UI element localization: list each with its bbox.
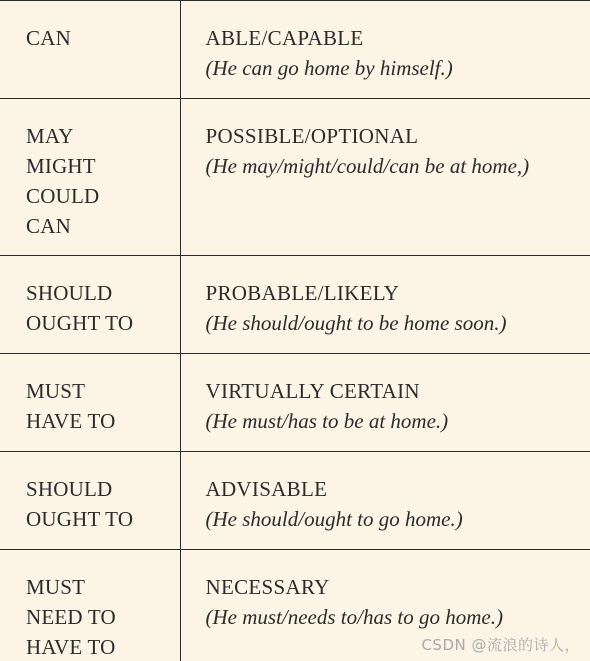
modal-cell: [0, 354, 180, 452]
meaning-label: VIRTUALLY CERTAIN: [205, 379, 420, 403]
table-row: [0, 452, 590, 550]
meaning-cell: [180, 256, 590, 354]
meaning-label: NECESSARY: [205, 575, 330, 599]
example-sentence: (He must/needs to/has to go home.): [205, 605, 503, 629]
meaning-label: ABLE/CAPABLE: [205, 26, 364, 50]
modal-verb: MAY: [26, 124, 74, 148]
table-row: [0, 99, 590, 256]
meaning-cell: [180, 1, 590, 99]
modal-verb: COULD: [26, 184, 100, 208]
modal-verb: SHOULD: [26, 477, 113, 501]
modal-cell: [0, 99, 180, 256]
modal-verb: OUGHT TO: [26, 311, 134, 335]
modal-cell: [0, 1, 180, 99]
modal-cell: [0, 550, 180, 661]
modal-verb: HAVE TO: [26, 409, 116, 433]
example-sentence: (He should/ought to be home soon.): [205, 311, 507, 335]
modal-verb: SHOULD: [26, 281, 113, 305]
modal-verb: NEED TO: [26, 605, 116, 629]
meaning-cell: [180, 99, 590, 256]
meaning-cell: [180, 354, 590, 452]
modal-verb: MIGHT: [26, 154, 96, 178]
meaning-label: ADVISABLE: [205, 477, 328, 501]
meaning-label: POSSIBLE/OPTIONAL: [205, 124, 419, 148]
example-sentence: (He may/might/could/can be at home,): [205, 154, 530, 178]
modal-cell: [0, 452, 180, 550]
modal-verb: MUST: [26, 575, 86, 599]
modal-verb: OUGHT TO: [26, 507, 134, 531]
modal-verb: CAN: [26, 26, 71, 50]
modal-verb: CAN: [26, 214, 71, 238]
watermark: CSDN @流浪的诗人，: [421, 636, 580, 654]
table-row: [0, 354, 590, 452]
modal-verb: MUST: [26, 379, 86, 403]
example-sentence: (He can go home by himself.): [205, 56, 453, 80]
table-row: [0, 1, 590, 99]
modal-cell: [0, 256, 180, 354]
meaning-cell: [180, 452, 590, 550]
modal-verb: HAVE TO: [26, 635, 116, 659]
example-sentence: (He must/has to be at home.): [205, 409, 449, 433]
meaning-label: PROBABLE/LIKELY: [205, 281, 400, 305]
table-row: [0, 256, 590, 354]
example-sentence: (He should/ought to go home.): [205, 507, 463, 531]
